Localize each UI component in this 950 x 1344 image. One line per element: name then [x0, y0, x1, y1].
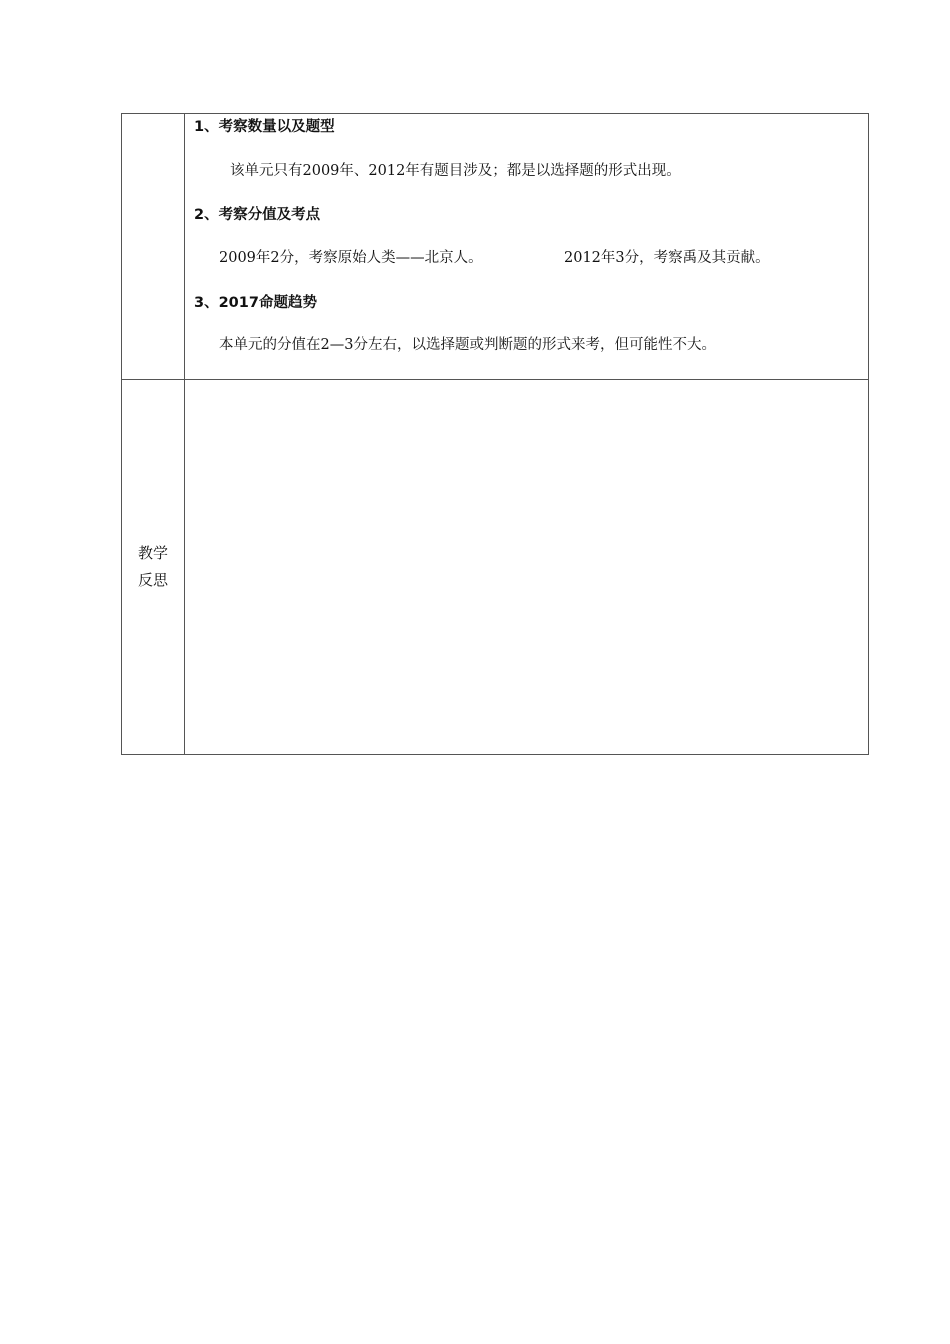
- analysis-label-cell: [122, 114, 185, 380]
- section1-heading: 1、考察数量以及题型: [194, 119, 335, 135]
- lesson-table: [121, 113, 869, 755]
- section3-text: 本单元的分值在2—3分左右，以选择题或判断题的形式来考，但可能性不大。: [219, 337, 716, 353]
- reflection-content-cell: [185, 380, 869, 755]
- section3-heading: 3、2017命题趋势: [194, 295, 317, 311]
- section2-text-b: 2012年3分，考察禹及其贡献。: [564, 250, 770, 266]
- analysis-row: [122, 114, 869, 380]
- analysis-content-cell: [185, 114, 869, 380]
- reflection-label-line2: 反思: [137, 571, 168, 589]
- reflection-label-line1: 教学: [137, 544, 168, 562]
- reflection-label-cell: [122, 380, 185, 755]
- section1-text: 该单元只有2009年、2012年有题目涉及；都是以选择题的形式出现。: [230, 163, 681, 179]
- section2-heading: 2、考察分值及考点: [194, 207, 321, 223]
- reflection-row: [122, 380, 869, 755]
- section2-text-a: 2009年2分，考察原始人类——北京人。: [219, 250, 483, 266]
